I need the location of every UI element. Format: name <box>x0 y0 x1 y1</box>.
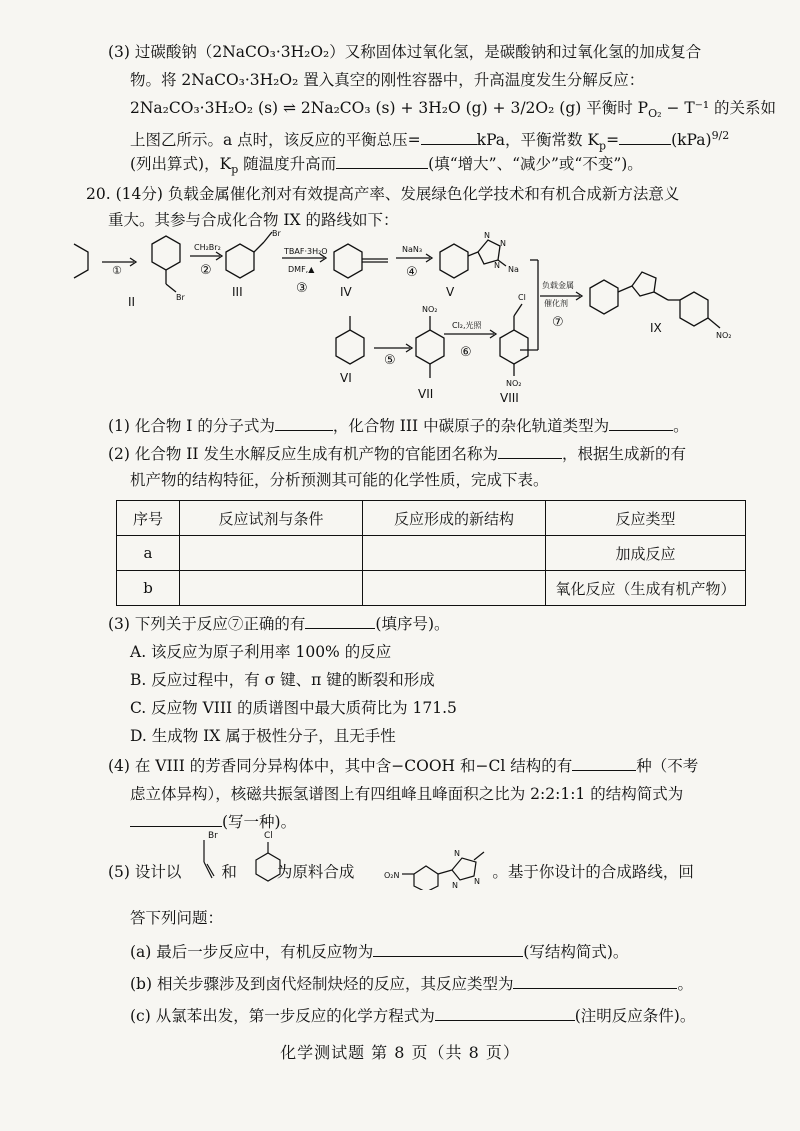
q20-part4-line2: 虑立体异构），核磁共振氢谱图上有四组峰且峰面积之比为 2:2:1:1 的结构简式为 <box>130 785 684 803</box>
table-header-cell: 反应试剂与条件 <box>180 501 363 536</box>
q20-intro-line1: 20. (14分) 负载金属催化剂对有效提高产率、发展绿色化学技术和有机合成新方法意义 <box>86 185 680 203</box>
option-a: A. 该反应为原子利用率 100% 的反应 <box>130 643 392 661</box>
atom-n-target-1: N <box>452 881 458 890</box>
q20-part1 <box>108 416 689 436</box>
atom-o2n-target: O₂N <box>384 871 400 880</box>
label-compound-ii: II <box>128 295 136 309</box>
equation-text: 2Na₂CO₃·3H₂O₂ (s) ⇌ 2Na₂CO₃ (s) + 3H₂O (g) + 3/2O₂ (g) 平衡时 P <box>130 99 649 117</box>
answer-blank-hybridization[interactable] <box>609 416 673 431</box>
answer-cell[interactable] <box>180 571 363 606</box>
q19-3-line5 <box>130 154 643 180</box>
q19-3-text-e: 随温度升高而 <box>238 155 337 173</box>
q20-intro-line2: 重大。其参与合成化合物 IX 的路线如下： <box>108 211 399 229</box>
atom-cl-chlorobenzene: Cl <box>264 831 273 841</box>
label-compound-vii: VII <box>418 387 434 401</box>
q19-3-text-a: 上图乙所示。a 点时，该反应的平衡总压= <box>130 131 421 150</box>
label-compound-iv: IV <box>340 285 352 299</box>
q20-part5-text-c: 为原料合成 <box>276 863 355 881</box>
answer-cell[interactable] <box>180 536 363 571</box>
table-row <box>117 536 746 571</box>
atom-n-target-2: N <box>454 849 460 858</box>
answer-blank-equation[interactable] <box>435 1006 575 1021</box>
q20-part2-line1 <box>108 444 686 464</box>
kp-subscript: p <box>599 139 607 153</box>
answer-blank-trend[interactable] <box>336 154 428 169</box>
atom-n-v-1: N <box>484 231 490 240</box>
answer-blank-choices[interactable] <box>305 614 375 629</box>
q19-3-text-f: (填“增大”、“减少”或“不变”)。 <box>428 155 643 173</box>
q20-part5-text-b: 和 <box>221 863 237 881</box>
answer-blank-formula[interactable] <box>275 416 333 431</box>
reagent-catalyst-2: 催化剂 <box>544 299 568 308</box>
q20-part1-text-b: ，化合物 III 中碳原子的杂化轨道类型为 <box>332 417 610 435</box>
label-compound-iii: III <box>232 285 243 299</box>
q20-part5-b-hint: 。 <box>677 975 693 993</box>
equation-subscript: O₂ <box>648 107 662 121</box>
atom-br-ii: Br <box>176 293 185 302</box>
reaction-table <box>116 500 746 606</box>
table-cell: 加成反应 <box>546 536 746 571</box>
answer-blank-functional-group[interactable] <box>498 444 562 459</box>
q20-part1-text-a: (1) 化合物 I 的分子式为 <box>108 417 275 435</box>
q20-part3 <box>108 614 450 634</box>
step-1-label: ① <box>112 264 122 277</box>
step-5-label: ⑤ <box>384 353 396 368</box>
label-compound-vi: VI <box>340 371 352 385</box>
kp-subscript-2: p <box>231 163 239 177</box>
q19-3-text-d: (列出算式)，K <box>130 155 232 173</box>
answer-blank-pressure[interactable] <box>421 130 477 145</box>
q20-part5-c-hint: (注明反应条件)。 <box>574 1007 696 1025</box>
q20-part5-a-hint: (写结构简式)。 <box>523 943 629 961</box>
q20-part5-a <box>130 942 628 962</box>
answer-blank-kp[interactable] <box>619 130 671 145</box>
reagent-dmf: DMF,▲ <box>288 265 315 274</box>
q20-part4-text-d: (写一种)。 <box>222 813 297 831</box>
table-header-cell: 反应形成的新结构 <box>363 501 546 536</box>
q20-part5-c <box>130 1006 695 1026</box>
option-d: D. 生成物 IX 属于极性分子，且无手性 <box>130 727 396 745</box>
equation-tail: − T⁻¹ 的关系如 <box>661 99 777 117</box>
reagent-catalyst-1: 负载金属 <box>542 281 574 290</box>
q20-part2-text-a: (2) 化合物 II 发生水解反应生成有机产物的官能团名称为 <box>108 445 498 463</box>
table-cell: b <box>117 571 180 606</box>
q19-3-line2: 物。将 2NaCO₃·3H₂O₂ 置入真空的刚性容器中，升高温度发生分解反应： <box>130 71 645 89</box>
atom-no2-viii: NO₂ <box>506 379 522 388</box>
kp-unit-exponent: 9/2 <box>711 129 730 142</box>
q20-part4-text-a: (4) 在 VIII 的芳香同分异构体中，其中含−COOH 和−Cl 结构的有 <box>108 757 573 775</box>
reagent-ch2br2: CH₂Br₂ <box>194 243 221 252</box>
table-header-row <box>117 501 746 536</box>
answer-blank-isomer-count[interactable] <box>572 756 636 771</box>
atom-na-v: Na <box>508 265 519 274</box>
answer-blank-reaction-type[interactable] <box>513 974 677 989</box>
label-compound-viii: VIII <box>500 391 519 405</box>
q20-part5-a-text: (a) 最后一步反应中，有机反应物为 <box>130 943 374 961</box>
option-b: B. 反应过程中，有 σ 键、π 键的断裂和形成 <box>130 671 435 689</box>
q20-part5-line2: 答下列问题： <box>130 909 224 927</box>
kp-unit: (kPa) <box>671 131 712 150</box>
q19-3-line3 <box>130 98 776 124</box>
atom-cl-viii: Cl <box>518 293 526 302</box>
atom-br-allyl: Br <box>208 831 218 841</box>
atom-no2-ix: NO₂ <box>716 331 732 340</box>
table-cell: 氧化反应（生成有机产物） <box>546 571 746 606</box>
table-row <box>117 571 746 606</box>
q20-part2-text-b: ，根据生成新的有 <box>561 445 686 463</box>
q20-part3-text-b: (填序号)。 <box>375 615 450 633</box>
reagent-tbaf: TBAF·3H₂O <box>284 247 328 256</box>
atom-no2-vii: NO₂ <box>422 305 438 314</box>
q20-part5-b-text: (b) 相关步骤涉及到卤代烃制炔烃的反应，其反应类型为 <box>130 975 514 993</box>
step-4-label: ④ <box>406 265 418 280</box>
q20-part3-text-a: (3) 下列关于反应⑦正确的有 <box>108 615 306 633</box>
answer-blank-reactant[interactable] <box>373 942 523 957</box>
reagent-cl2-light: Cl₂,光照 <box>452 321 482 330</box>
atom-br-iii: Br <box>272 229 281 238</box>
label-compound-v: V <box>446 285 455 299</box>
atom-n-v-3: N <box>494 261 500 270</box>
step-3-label: ③ <box>296 281 308 296</box>
q19-3-text-c: = <box>606 131 620 150</box>
table-cell: a <box>117 536 180 571</box>
label-compound-ix: IX <box>650 321 662 335</box>
step-6-label: ⑥ <box>460 345 472 360</box>
q19-3-line1: (3) 过碳酸钠（2NaCO₃·3H₂O₂）又称固体过氧化氢，是碳酸钠和过氧化氢的加成复合 <box>108 43 702 61</box>
q20-part2-line2: 机产物的结构特征，分析预测其可能的化学性质，完成下表。 <box>130 471 549 489</box>
step-7-label: ⑦ <box>552 315 564 330</box>
reagent-nan3: NaN₃ <box>402 245 423 254</box>
option-c: C. 反应物 VIII 的质谱图中最大质荷比为 171.5 <box>130 699 457 717</box>
part5-structures <box>190 826 530 890</box>
q19-3-line4 <box>130 126 729 156</box>
synthesis-scheme <box>60 226 790 416</box>
page-footer: 化学测试题 第 8 页（共 8 页） <box>280 1043 520 1062</box>
q20-part5-text-a: (5) 设计以 <box>108 863 182 881</box>
q20-part5-b <box>130 974 693 994</box>
answer-cell[interactable] <box>363 571 546 606</box>
table-header-cell: 反应类型 <box>546 501 746 536</box>
q20-part5-text-d: 。基于你设计的合成路线，回 <box>492 863 694 881</box>
q20-part5-c-text: (c) 从氯苯出发，第一步反应的化学方程式为 <box>130 1007 435 1025</box>
step-2-label: ② <box>200 263 212 278</box>
atom-n-target-3: N <box>474 877 480 886</box>
table-header-cell: 序号 <box>117 501 180 536</box>
q20-part4-line1 <box>108 756 698 776</box>
q19-3-text-b: kPa，平衡常数 K <box>476 131 600 150</box>
q20-part4-text-b: 种（不考 <box>636 757 699 775</box>
answer-blank-structure[interactable] <box>130 812 222 827</box>
answer-cell[interactable] <box>363 536 546 571</box>
atom-n-v-2: N <box>500 239 506 248</box>
q20-part1-text-c: 。 <box>673 417 689 435</box>
